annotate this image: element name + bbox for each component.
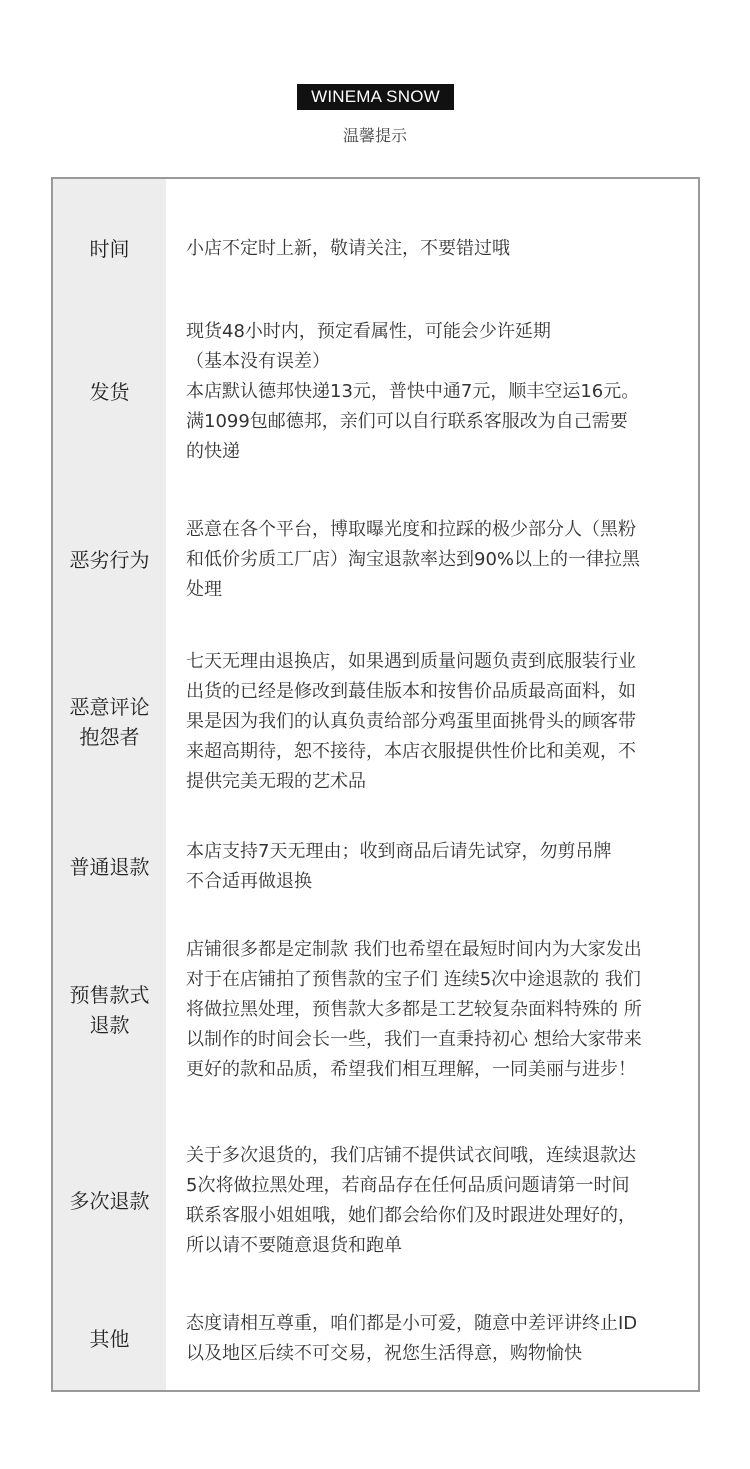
- notice-table: [51, 177, 700, 1392]
- row-label: 恶意评论 抱怨者: [69, 695, 150, 749]
- row-label: 时间: [89, 237, 130, 261]
- row-content: 恶意在各个平台，博取曝光度和拉踩的极少部分人（黑粉 和低价劣质工厂店）淘宝退款率达到90%以上的一律拉黑 处理: [186, 519, 641, 600]
- row-bad-behavior: [53, 513, 698, 607]
- row-content: 现货48小时内，预定看属性，可能会少许延期 （基本没有误差） 本店默认德邦快递13元，普快中通7元，顺丰空运16元。 满1099包邮德邦，亲们可以自行联系客服改为自己需要 的快递: [186, 321, 640, 462]
- row-label: 恶劣行为: [69, 548, 150, 572]
- row-content: 七天无理由退换店，如果遇到质量问题负责到底服装行业 出货的已经是修改到蕞佳版本和按售价品质最高面料，如 果是因为我们的认真负责给部分鸡蛋里面挑骨头的顾客带 来超高期待，恕不接待，本店衣服提供性价比和美观，不 提供完美无瑕的艺术品: [186, 651, 636, 792]
- row-content: 本店支持7天无理由；收到商品后请先试穿，勿剪吊牌 不合适再做退换: [186, 841, 612, 892]
- row-content: 店铺很多都是定制款 我们也希望在最短时间内为大家发出 对于在店铺拍了预售款的宝子们 连续5次中途退款的 我们 将做拉黑处理，预售款大多都是工艺较复杂面料特殊的 所 以制作的时间会长一些，我们一直秉持初心 想给大家带来 更好的款和品质，希望我们相互理解，一同美丽与进步！: [186, 939, 642, 1080]
- row-label: 发货: [89, 380, 130, 404]
- row-shipping: [53, 315, 698, 469]
- row-label: 预售款式 退款: [69, 983, 150, 1037]
- row-content: 小店不定时上新，敬请关注，不要错过哦: [186, 238, 510, 259]
- row-label: 其他: [89, 1327, 130, 1351]
- row-malicious-reviews: [53, 645, 698, 799]
- row-label: 多次退款: [69, 1189, 150, 1213]
- row-other: [53, 1307, 698, 1371]
- row-content: 关于多次退货的，我们店铺不提供试衣间哦，连续退款达 5次将做拉黑处理，若商品存在任何品质问题请第一时间 联系客服小姐姐哦，她们都会给你们及时跟进处理好的， 所以请不要随意退货和跑单: [186, 1145, 636, 1256]
- notice-subtitle: 温馨提示: [342, 126, 407, 145]
- row-normal-refund: [53, 833, 698, 901]
- brand-badge: WINEMA SNOW: [297, 84, 454, 110]
- row-label: 普通退款: [69, 855, 150, 879]
- row-multiple-refunds: [53, 1139, 698, 1263]
- row-time: [53, 209, 698, 289]
- row-content: 态度请相互尊重，咱们都是小可爱，随意中差评讲终止ID 以及地区后续不可交易，祝您生活得意，购物愉快: [186, 1313, 638, 1364]
- row-presale-refund: [53, 933, 698, 1087]
